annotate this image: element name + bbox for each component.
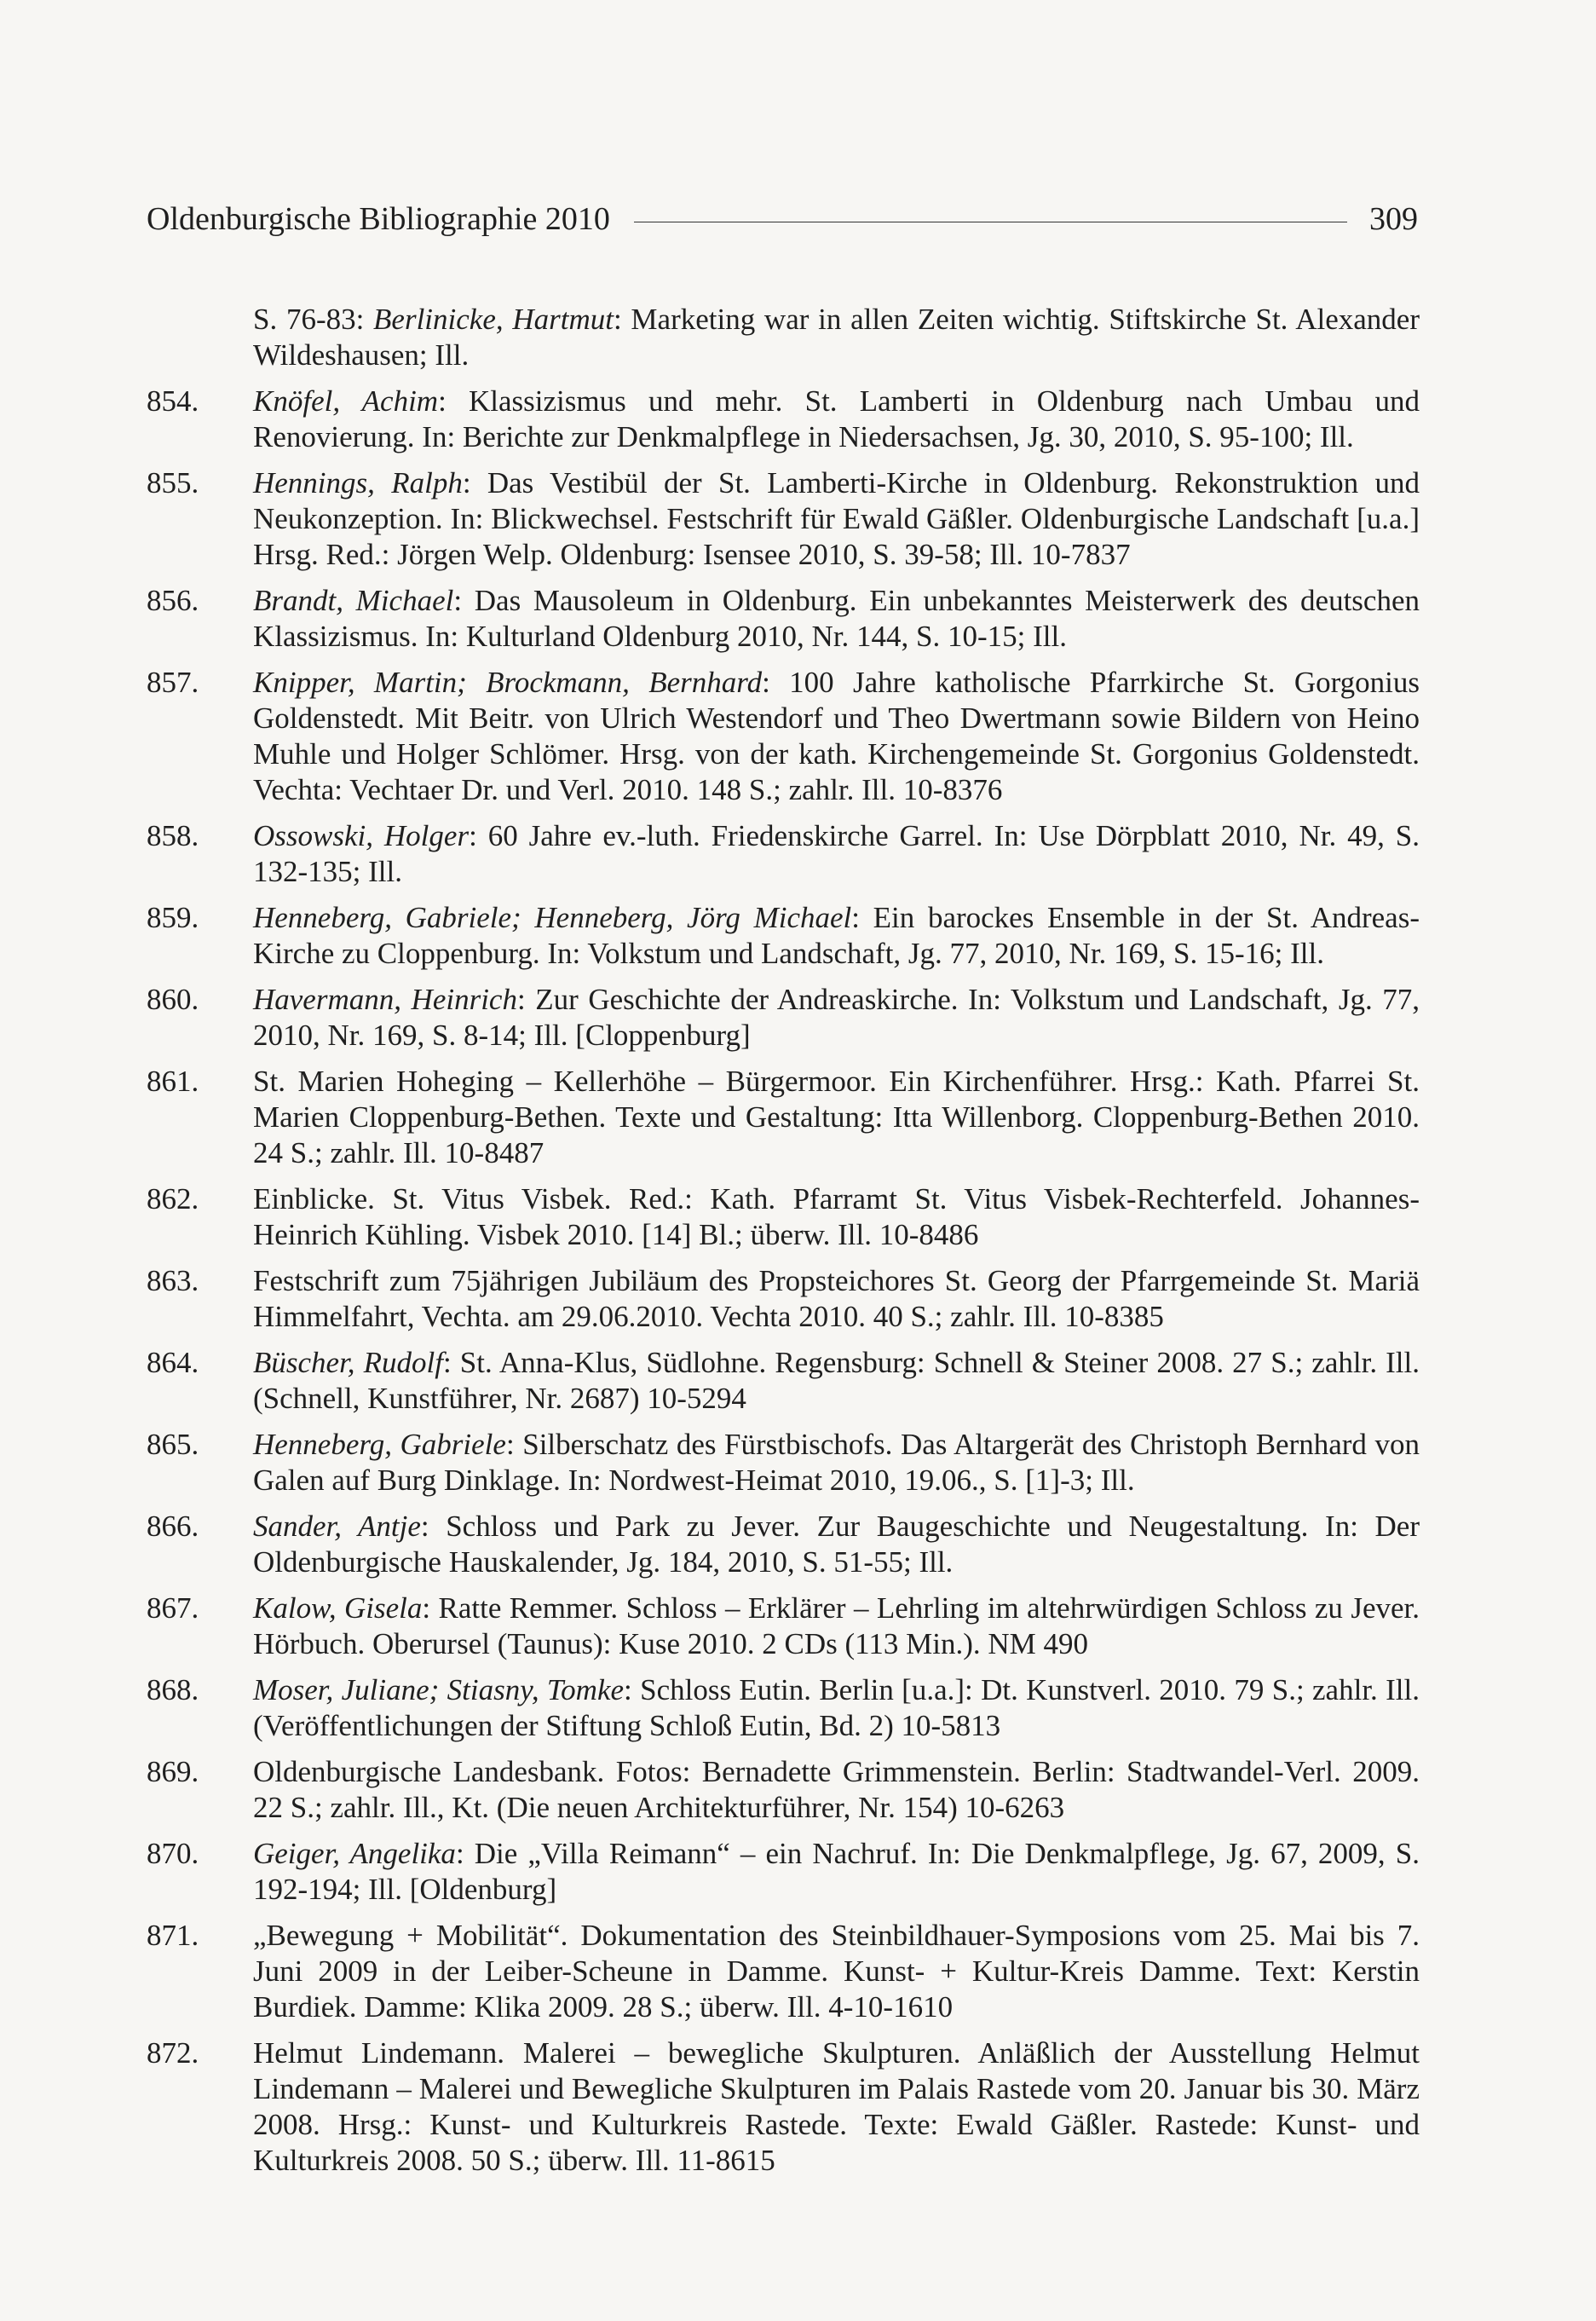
entry-text: Helmut Lindemann. Malerei – bewegliche Skulpturen. Anläßlich der Ausstellung Helmut Lindemann – Malerei und Bewegliche Skulpturen im Palais Rastede vom 20. Januar bis 30. März 2008. Hrsg.: Kunst- und Kulturkreis Rastede. Texte: Ewald Gäßler. Rastede: Kunst- und Kulturkreis 2008. 50 S.; überw. Ill. 11-8615 <box>253 2036 1420 2177</box>
entry-author: Moser, Juliane; Stiasny, Tomke <box>253 1673 625 1706</box>
entry-text: Einblicke. St. Vitus Visbek. Red.: Kath. Pfarramt St. Vitus Visbek-Rechterfeld. Johannes-Heinrich Kühling. Visbek 2010. [14] Bl.; überw. Ill. 10-8486 <box>253 1182 1420 1251</box>
entry-text: : Die „Villa Reimann“ – ein Nachruf. In: Die Denkmalpflege, Jg. 67, 2009, S. 192-194; Ill. [Oldenburg] <box>253 1837 1420 1906</box>
entry-number: 856. <box>147 584 199 617</box>
bibliography-entry <box>147 665 1420 808</box>
bibliography-entry <box>147 1754 1420 1826</box>
page-number: 309 <box>1369 201 1418 237</box>
entry-number: 858. <box>147 819 199 852</box>
entry-author: Henneberg, Gabriele <box>253 1428 506 1461</box>
entry-number: 866. <box>147 1510 199 1543</box>
entry-author: Sander, Antje <box>253 1510 421 1543</box>
entry-text: St. Marien Hoheging – Kellerhöhe – Bürgermoor. Ein Kirchenführer. Hrsg.: Kath. Pfarrei St. Marien Cloppenburg-Bethen. Texte und Gestaltung: Itta Willenborg. Cloppenburg-Bethen 2010. 24 S.; zahlr. Ill. 10-8487 <box>253 1065 1420 1169</box>
bibliography-entry <box>147 1064 1420 1171</box>
entry-text: : St. Anna-Klus, Südlohne. Regensburg: Schnell & Steiner 2008. 27 S.; zahlr. Ill. (Schnell, Kunstführer, Nr. 2687) 10-5294 <box>253 1346 1420 1415</box>
entry-number: 869. <box>147 1755 199 1788</box>
bibliography-entry <box>147 1181 1420 1253</box>
bibliography-entry <box>147 465 1420 573</box>
entry-text: : Ratte Remmer. Schloss – Erklärer – Lehrling im altehrwürdigen Schloss zu Jever. Hörbuch. Oberursel (Taunus): Kuse 2010. 2 CDs (113 Min.). NM 490 <box>253 1591 1420 1660</box>
entry-text: Oldenburgische Landesbank. Fotos: Bernadette Grimmenstein. Berlin: Stadtwandel-Verl. 2009. 22 S.; zahlr. Ill., Kt. (Die neuen Architekturführer, Nr. 154) 10-6263 <box>253 1755 1420 1824</box>
bibliography-entry <box>147 302 1420 373</box>
bibliography-entry <box>147 818 1420 890</box>
entry-list <box>147 302 1420 2189</box>
entry-number: 870. <box>147 1837 199 1870</box>
entry-text: : Silberschatz des Fürstbischofs. Das Altargerät des Christoph Bernhard von Galen auf Burg Dinklage. In: Nordwest-Heimat 2010, 19.06., S. [1]-3; Ill. <box>253 1428 1420 1497</box>
bibliography-entry <box>147 384 1420 455</box>
bibliography-entry <box>147 1345 1420 1417</box>
entry-number: 865. <box>147 1428 199 1461</box>
entry-number: 855. <box>147 466 199 499</box>
entry-number: 872. <box>147 2036 199 2070</box>
entry-author: Büscher, Rudolf <box>253 1346 443 1379</box>
entry-number: 854. <box>147 384 199 418</box>
entry-text: : Schloss und Park zu Jever. Zur Baugeschichte und Neugestaltung. In: Der Oldenburgische Hauskalender, Jg. 184, 2010, S. 51-55; Ill. <box>253 1510 1420 1579</box>
entry-text: Festschrift zum 75jährigen Jubiläum des Propsteichores St. Georg der Pfarrgemeinde St. Mariä Himmelfahrt, Vechta. am 29.06.2010. Vechta 2010. 40 S.; zahlr. Ill. 10-8385 <box>253 1264 1420 1333</box>
entry-number: 864. <box>147 1346 199 1379</box>
entry-author: Knöfel, Achim <box>253 384 439 418</box>
entry-author: Brandt, Michael <box>253 584 454 617</box>
bibliography-entry <box>147 583 1420 655</box>
bibliography-entry <box>147 2035 1420 2179</box>
entry-text: „Bewegung + Mobilität“. Dokumentation des Steinbildhauer-Symposions vom 25. Mai bis 7. Juni 2009 in der Leiber-Scheune in Damme. Kunst- + Kultur-Kreis Damme. Text: Kerstin Burdiek. Damme: Klika 2009. 28 S.; überw. Ill. 4-10-1610 <box>253 1919 1420 2024</box>
entry-number: 861. <box>147 1065 199 1098</box>
entry-text: : Ein barockes Ensemble in der St. Andreas-Kirche zu Cloppenburg. In: Volkstum und Landschaft, Jg. 77, 2010, Nr. 169, S. 15-16; Ill. <box>253 901 1420 970</box>
entry-text: : Das Mausoleum in Oldenburg. Ein unbekanntes Meisterwerk des deutschen Klassizismus. In: Kulturland Oldenburg 2010, Nr. 144, S. 10-15; Ill. <box>253 584 1420 653</box>
entry-text: : Schloss Eutin. Berlin [u.a.]: Dt. Kunstverl. 2010. 79 S.; zahlr. Ill. (Veröffentlichungen der Stiftung Schloß Eutin, Bd. 2) 10-5813 <box>253 1673 1420 1742</box>
entry-author: Havermann, Heinrich <box>253 983 517 1016</box>
entry-author: Ossowski, Holger <box>253 819 470 852</box>
entry-number: 871. <box>147 1919 199 1952</box>
page-header <box>147 198 1418 240</box>
entry-text: : Das Vestibül der St. Lamberti-Kirche in Oldenburg. Rekonstruktion und Neukonzeption. In: Blickwechsel. Festschrift für Ewald Gäßler. Oldenburgische Landschaft [u.a.] Hrsg. Red.: Jörgen Welp. Oldenburg: Isensee 2010, S. 39-58; Ill. 10-7837 <box>253 466 1420 571</box>
bibliography-entry <box>147 1427 1420 1498</box>
entry-author: Knipper, Martin; Brockmann, Bernhard <box>253 666 763 699</box>
entry-number: 860. <box>147 983 199 1016</box>
entry-author: Geiger, Angelika <box>253 1837 456 1870</box>
bibliography-entry <box>147 1591 1420 1662</box>
bibliography-entry <box>147 1918 1420 2025</box>
entry-author: Kalow, Gisela <box>253 1591 423 1625</box>
entry-number: 868. <box>147 1673 199 1706</box>
entry-number: 867. <box>147 1591 199 1625</box>
running-title: Oldenburgische Bibliographie 2010 <box>147 201 610 237</box>
entry-text: : Zur Geschichte der Andreaskirche. In: Volkstum und Landschaft, Jg. 77, 2010, Nr. 169, S. 8-14; Ill. [Cloppenburg] <box>253 983 1420 1052</box>
entry-author: Henneberg, Gabriele; Henneberg, Jörg Michael <box>253 901 852 934</box>
entry-number: 859. <box>147 901 199 934</box>
bibliography-entry <box>147 900 1420 972</box>
bibliography-entry <box>147 1672 1420 1744</box>
entry-text: : 100 Jahre katholische Pfarrkirche St. Gorgonius Goldenstedt. Mit Beitr. von Ulrich Westendorf und Theo Dwertmann sowie Bildern von Heino Muhle und Holger Schlömer. Hrsg. von der kath. Kirchengemeinde St. Gorgonius Goldenstedt. Vechta: Vechtaer Dr. und Verl. 2010. 148 S.; zahlr. Ill. 10-8376 <box>253 666 1420 806</box>
bibliography-entry <box>147 982 1420 1054</box>
entry-text: S. 76-83: <box>253 303 374 336</box>
bibliography-entry <box>147 1836 1420 1908</box>
bibliography-entry <box>147 1509 1420 1580</box>
bibliography-entry <box>147 1263 1420 1335</box>
entry-text: : Marketing war in allen Zeiten wichtig. Stiftskirche St. Alexander Wildeshausen; Ill. <box>253 303 1420 372</box>
entry-author: Berlinicke, Hartmut <box>373 303 614 336</box>
entry-author: Hennings, Ralph <box>253 466 463 499</box>
entry-text: : 60 Jahre ev.-luth. Friedenskirche Garrel. In: Use Dörpblatt 2010, Nr. 49, S. 132-135; Ill. <box>253 819 1420 888</box>
entry-text: : Klassizismus und mehr. St. Lamberti in Oldenburg nach Umbau und Renovierung. In: Berichte zur Denkmalpflege in Niedersachsen, Jg. 30, 2010, S. 95-100; Ill. <box>253 384 1420 453</box>
entry-number: 862. <box>147 1182 199 1215</box>
entry-number: 863. <box>147 1264 199 1297</box>
entry-number: 857. <box>147 666 199 699</box>
